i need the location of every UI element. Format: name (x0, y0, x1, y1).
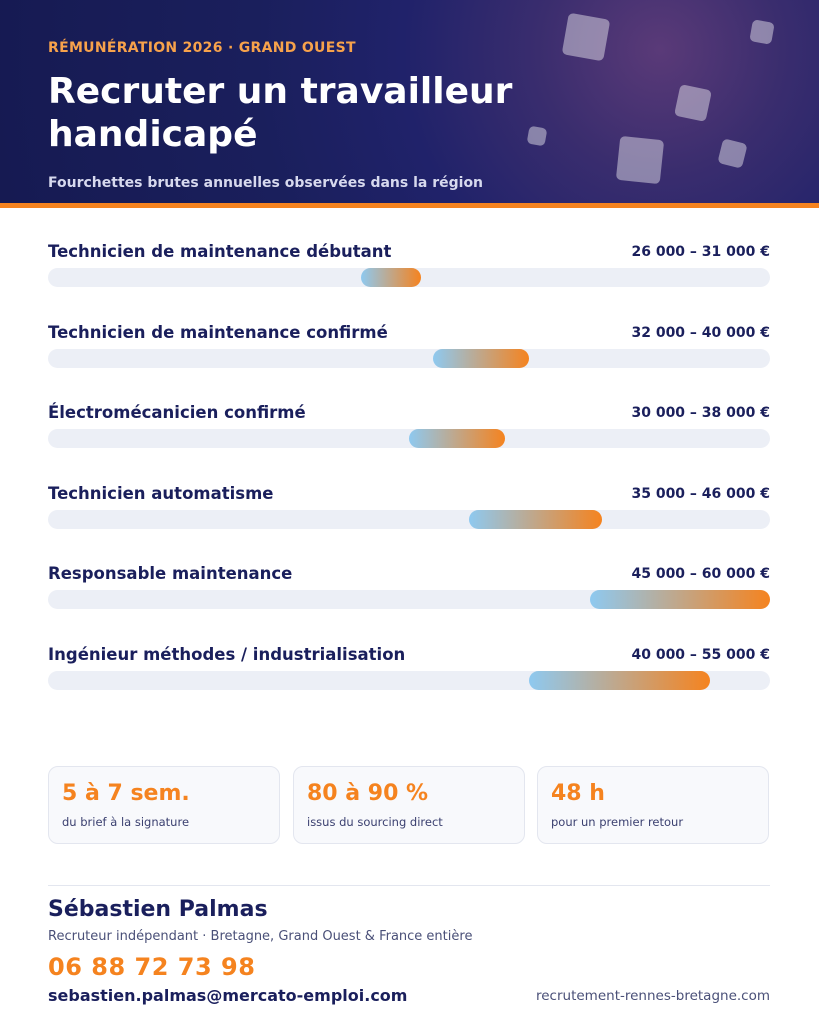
salary-row (48, 403, 770, 463)
salary-range-bar (469, 510, 601, 529)
contact-role: Recruteur indépendant · Bretagne, Grand Ouest & France entière (48, 929, 473, 944)
footer-divider (48, 885, 770, 886)
salary-range: 32 000 – 40 000 € (631, 325, 770, 341)
decorative-square (674, 84, 712, 122)
page-title: Recruter un travailleur handicapé (48, 71, 513, 155)
salary-row (48, 564, 770, 624)
stat-value: 48 h (551, 781, 605, 806)
salary-range: 40 000 – 55 000 € (631, 647, 770, 663)
salary-range: 26 000 – 31 000 € (631, 244, 770, 260)
salary-range: 30 000 – 38 000 € (631, 405, 770, 421)
accent-divider (0, 203, 819, 208)
website-link[interactable]: recrutement-rennes-bretagne.com (536, 988, 770, 1004)
job-title: Électromécanicien confirmé (48, 403, 306, 422)
stat-card (293, 766, 525, 844)
salary-range-bar (361, 268, 421, 287)
job-title: Technicien de maintenance confirmé (48, 323, 388, 342)
salary-range: 45 000 – 60 000 € (631, 566, 770, 582)
job-title: Ingénieur méthodes / industrialisation (48, 645, 406, 664)
salary-range-bar (409, 429, 505, 448)
kicker-label: RÉMUNÉRATION 2026 · GRAND OUEST (48, 40, 356, 56)
salary-range-bar (433, 349, 529, 368)
salary-track (48, 349, 770, 368)
stat-value: 80 à 90 % (307, 781, 429, 806)
salary-track (48, 510, 770, 529)
decorative-square (562, 13, 611, 62)
stat-card (48, 766, 280, 844)
stat-caption: pour un premier retour (551, 815, 684, 829)
decorative-square (717, 138, 747, 168)
decorative-square (749, 19, 774, 44)
phone-number[interactable]: 06 88 72 73 98 (48, 953, 256, 981)
job-title: Technicien automatisme (48, 484, 274, 503)
salary-track (48, 429, 770, 448)
salary-track (48, 671, 770, 690)
decorative-square (616, 136, 664, 184)
salary-row (48, 242, 770, 302)
salary-track (48, 268, 770, 287)
salary-track (48, 590, 770, 609)
salary-range-bar (529, 671, 710, 690)
salary-range-bar (590, 590, 771, 609)
stat-value: 5 à 7 sem. (62, 781, 190, 806)
job-title: Responsable maintenance (48, 564, 293, 583)
salary-range: 35 000 – 46 000 € (631, 486, 770, 502)
page-subtitle: Fourchettes brutes annuelles observées dans la région (48, 175, 484, 191)
stat-caption: du brief à la signature (62, 815, 190, 829)
salary-row (48, 645, 770, 705)
header-banner (0, 0, 819, 203)
contact-name: Sébastien Palmas (48, 897, 268, 922)
stat-caption: issus du sourcing direct (307, 815, 443, 829)
job-title: Technicien de maintenance débutant (48, 242, 392, 261)
salary-row (48, 323, 770, 383)
stat-card (537, 766, 769, 844)
email-link[interactable]: sebastien.palmas@mercato-emploi.com (48, 986, 408, 1005)
salary-row (48, 484, 770, 544)
